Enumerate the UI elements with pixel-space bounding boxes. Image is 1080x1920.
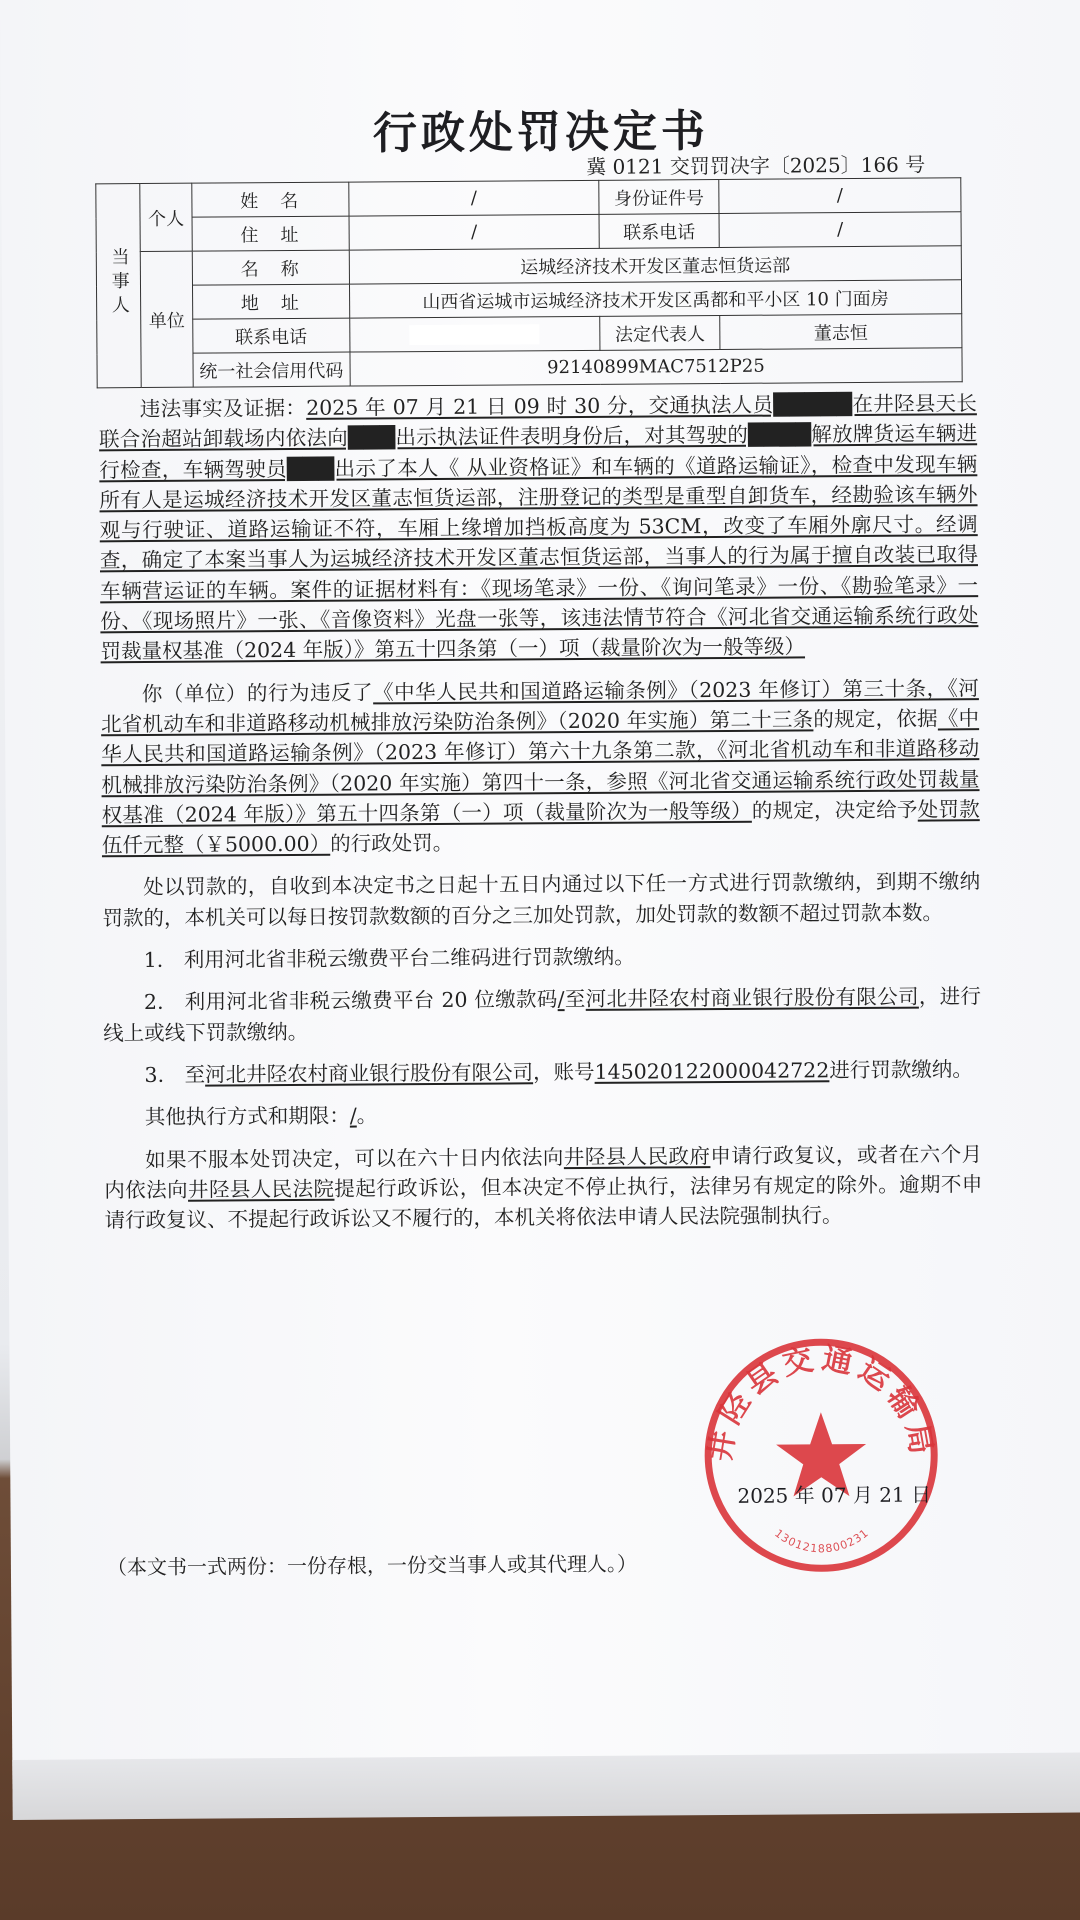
name-label: 姓 名 [192,182,349,217]
address-value: / [349,214,600,250]
document-number: 冀 0121 交罚罚决字〔2025〕166 号 [586,152,926,179]
method3-text: 3. 至 [144,1062,206,1087]
appeal-end: 提起行政诉讼，但本决定不停止执行，法律另有规定的除外。逾期不申请行政复议、不提起行政诉讼又不履行的，本机关将依法申请人民法院强制执行。 [104,1171,983,1233]
paper-bottom-edge [12,1752,1080,1820]
method2-code: / [557,987,565,1012]
facts-label: 违法事实及证据： [139,395,307,422]
footer-note: （本文书一式两份：一份存根，一份交当事人或其代理人。） [106,1551,638,1580]
appeal-intro: 如果不服本处罚决定，可以在六十日内依法向 [145,1144,564,1172]
penalty-amount: 处罚款伍仟元整（￥5000.00） [101,797,980,858]
issue-date: 2025 年 07 月 21 日 [737,1482,932,1508]
appeal-court: 井陉县人民法院 [187,1176,335,1202]
violation-connector: 的规定，依据 [813,706,938,732]
official-seal-stamp [697,1331,945,1579]
redaction-box [410,324,540,345]
unit-address-label: 地 址 [192,284,349,319]
svg-text:1301218800231 [772,1526,871,1556]
address-label: 住 址 [192,216,349,251]
unit-name-value: 运城经济技术开发区董志恒货运部 [349,246,961,284]
payment-method-2 [103,982,981,1049]
unit-phone-value [349,316,600,352]
party-table [95,177,962,388]
id-value: / [719,178,961,214]
stamp-text: 井陉县交通运输局 [702,1340,940,1464]
facts-text: 2025 年 07 月 21 日 09 时 30 分，交通执法人员█████在井陉县天长联合治超站卸载场内依法向███出示执法证件表明身份后，对其驾驶的████解放牌货运车辆进行检查，车辆驾驶员███出示了本人《 从业资格证》和车辆的《道路运输证》，检查中发现车辆所有人是运城经济技术开发区董志恒货运部，注册登记的类型是重型自卸货车，经勘验该车辆外观与行驶证、道路运输证不符，车厢上缘增加挡板高度为 53CM，改变了车厢外廓尺寸。经调查，确定了本案当事人为运城经济技术开发区董志恒货运部，当事人的行为属于擅自改装已取得车辆营运证的车辆。案件的证据材料有：《现场笔录》一份、《询问笔录》一份、《勘验笔录》一份、《现场照片》一张、《音像资料》光盘一张等，该违法情节符合《河北省交通运输系统行政处罚裁量权基准（2024 年版）》第五十四条第（一）项（裁量阶次为一般等级） [98,391,979,664]
name-value: / [349,180,600,216]
method3-bank: 河北井陉农村商业银行股份有限公司 [204,1060,534,1087]
document-title: 行政处罚决定书 [372,106,710,160]
appeal-paragraph [104,1139,983,1236]
other-label: 其他执行方式和期限： [144,1103,350,1130]
appeal-government: 井陉县人民政府 [563,1143,711,1169]
id-label: 身份证件号 [599,179,719,214]
document-body [99,388,983,1236]
appeal-middle: 申请行政复议，或者在六个月内依法向 [104,1141,983,1203]
payment-method-1: 1. 利用河北省非税云缴费平台二维码进行罚款缴纳。 [143,944,635,973]
facts-paragraph [99,388,979,667]
method2-end: ，进行线上或线下罚款缴纳。 [103,984,982,1045]
credit-code-label: 统一社会信用代码 [193,352,350,387]
other-value: / [349,1103,357,1128]
legal-rep-label: 法定代表人 [600,315,720,350]
party-label: 当事人 [96,184,142,388]
unit-phone-label: 联系电话 [192,318,349,353]
method3-account: 145020122000042722 [594,1058,830,1084]
unit-name-label: 名 称 [192,250,349,285]
method3-account-label: ，账号 [532,1059,595,1085]
method2-text: 2. 利用河北省非税云缴费平台 20 位缴款码 [143,987,558,1015]
method3-end: 进行罚款缴纳。 [829,1057,973,1083]
stamp-code: 1301218800231 [772,1526,872,1556]
credit-code-value: 92140899MAC7512P25 [350,348,962,386]
phone-label: 联系电话 [599,213,719,248]
violation-paragraph [101,673,980,861]
payment-method-3 [103,1054,981,1090]
decision-connector: 的规定，决定给予 [751,797,918,823]
method2-to: 至 [564,987,586,1012]
legal-rep-value: 董志恒 [720,314,962,350]
violation-law: 《中华人民共和国道路运输条例》（2023 年修订）第三十条，《河北省机动车和非道路移动机械排放污染防治条例》（2020 年实施）第二十三条 [100,675,979,737]
basis-law: 《中华人民共和国道路运输条例》（2023 年修订）第六十九条第二款，《河北省机动车和非道路移动机械排放污染防治条例》（2020 年实施）第四十一条，参照《河北省交通运输系统行政处罚裁量权基准（2024 年版）》第五十四条第（一）项（裁量阶次为一般等级） [101,706,980,828]
individual-label: 个人 [140,183,192,251]
violation-intro: 你（单位）的行为违反了 [141,680,374,706]
other-end: 。 [356,1103,378,1128]
violation-end: 的行政处罚。 [330,831,454,856]
unit-address-value: 山西省运城市运城经济技术开发区禹都和平小区 10 门面房 [349,280,961,318]
payment-intro: 处以罚款的，自收到本决定书之日起十五日内通过以下任一方式进行罚款缴纳，到期不缴纳罚款的，本机关可以每日按罚款数额的百分之三加处罚款，加处罚款的数额不超过罚款本数。 [102,869,981,931]
unit-label: 单位 [141,251,193,387]
phone-value: / [719,212,961,248]
method2-bank: 河北井陉农村商业银行股份有限公司 [585,984,919,1012]
